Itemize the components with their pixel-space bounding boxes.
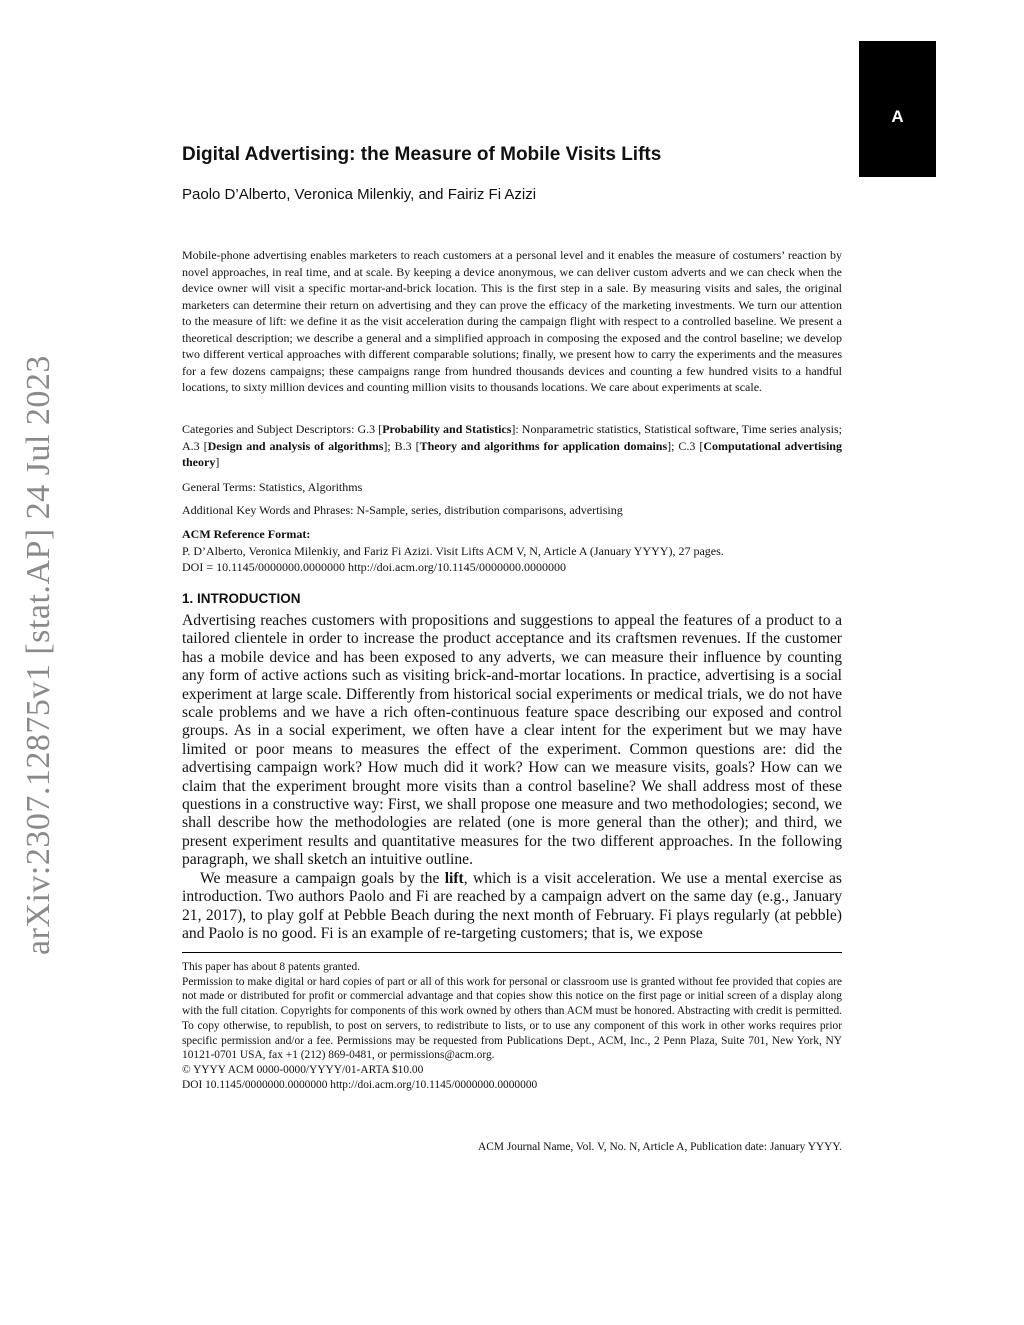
acm-reference-doi: DOI = 10.1145/0000000.0000000 http://doi.acm.org/10.1145/0000000.0000000: [182, 560, 566, 574]
article-letter: A: [891, 107, 904, 126]
category-advertising: Computational advertising theory: [182, 438, 842, 469]
category-algorithms: Design and analysis of algorithms: [207, 438, 384, 453]
acm-reference-heading: ACM Reference Format:: [182, 527, 311, 541]
intro-p2-after: , which is a visit acceleration. We use a mental exercise as introduction. Two authors Paolo and Fi are reached by a campaign advert on the same day (e.g., January 21, 2017), to play golf at Pebble Beach during the next month of February. Fi plays regularly (at pebble) and Paolo is no good. Fi is an example of re-targeting customers; that is, we expose: [182, 870, 842, 943]
intro-p2-bold: lift: [444, 870, 464, 887]
footnote-patents: This paper has about 8 patents granted.: [182, 961, 361, 973]
categories: [182, 421, 842, 471]
article-letter-tab: [859, 41, 936, 177]
intro-paragraph-1: Advertising reaches customers with propositions and suggestions to appeal the features of a product to a tailored clientele in order to increase the product acceptance and its craftsmen revenues. If the customer has a mobile device and has been exposed to any adverts, we can measure their influence by counting any form of active actions such as visiting brick-and-mortar locations. In practice, advertising is a social experiment at large scale. Differently from historical social experiments or medical trials, we do not have scale problems and we have a rich often-continuous feature space describing our exposed and control groups. As in a social experiment, we often have a clear intent for the experiment but we may have limited or poor means to measures the effect of the experiment. Common questions are: did the advertising campaign work? How much did it work? How can we measure visits, goals? How can we claim that the experiment brought more visits than a control baseline? We shall address most of these questions in a constructive way: First, we shall propose one measure and two methodologies; second, we shall describe how the methodologies are related (one is more general than the other); and third, we present experiment results and quantitative measures for the two different approaches. In the following paragraph, we shall sketch an intuitive outline.: [182, 612, 842, 869]
general-terms: General Terms: Statistics, Algorithms: [182, 480, 363, 494]
footnote-permission: Permission to make digital or hard copies of part or all of this work for personal or classroom use is granted without fee provided that copies are not made or distributed for profit or commercial advantage and that copies show this notice on the first page or initial screen of a display along with the full citation. Copyrights for components of this work owned by others than ACM must be honored. Abstracting with credit is permitted. To copy otherwise, to republish, to post on servers, to redistribute to lists, or to use any component of this work in other works requires prior specific permission and/or a fee. Permissions may be requested from Publications Dept., ACM, Inc., 2 Penn Plaza, Suite 701, New York, NY 10121-0701 USA, fax +1 (212) 869-0481, or permissions@acm.org.: [182, 975, 842, 1062]
category-probability: Probability and Statistics: [382, 422, 512, 436]
categories-text-3: ]; C.3 [: [667, 438, 704, 453]
categories-prefix: Categories and Subject Descriptors: G.3 [: [182, 422, 383, 436]
paper-authors: Paolo D’Alberto, Veronica Milenkiy, and Fairiz Fi Azizi: [182, 186, 537, 203]
footnote: [182, 960, 842, 1092]
keywords: Additional Key Words and Phrases: N-Sample, series, distribution comparisons, advertising: [182, 503, 623, 517]
categories-suffix: ]: [215, 455, 220, 469]
abstract: Mobile-phone advertising enables marketers to reach customers at a personal level and it enables the measure of costumers’ reaction by novel approaches, in real time, and at scale. By keeping a device anonymous, we can deliver custom adverts and we can check when the device owner will visit a specific mortar-and-brick location. This is the first step in a sale. By measuring visits and sales, the original marketers can determine their return on advertising and they can prove the efficacy of the marketing investments. We turn our attention to the measure of lift: we define it as the visit acceleration during the campaign flight with respect to a controlled baseline. We present a theoretical description; we describe a general and a simplified approach in composing the exposed and the control baseline; we develop two different vertical approaches with different comparable solutions; finally, we present how to carry the experiments and the measures for a few dozens campaigns; these campaigns range from hundred thousands devices and counting a few hundred visits to a handful locations, to sixty million devices and counting million visits to thousands locations. We care about experiments at scale.: [182, 248, 842, 394]
categories-text-2: ]; B.3 [: [383, 438, 420, 453]
arxiv-identifier: arXiv:2307.12875v1 [stat.AP] 24 Jul 2023: [20, 355, 57, 955]
category-theory: Theory and algorithms for application domains: [419, 438, 668, 453]
intro-paragraph-2: [182, 870, 842, 944]
footnote-doi: DOI 10.1145/0000000.0000000 http://doi.acm.org/10.1145/0000000.0000000: [182, 1078, 538, 1091]
intro-p2-before: We measure a campaign goals by the: [200, 870, 445, 887]
section-heading: 1. INTRODUCTION: [182, 591, 301, 606]
journal-footer: ACM Journal Name, Vol. V, No. N, Article A, Publication date: January YYYY.: [478, 1141, 842, 1153]
footnote-rule: [182, 952, 842, 953]
acm-reference-citation: P. D’Alberto, Veronica Milenkiy, and Fariz Fi Azizi. Visit Lifts ACM V, N, Article A (January YYYY), 27 pages.: [182, 543, 724, 558]
acm-reference: [182, 526, 842, 576]
footnote-copyright: © YYYY ACM 0000-0000/YYYY/01-ARTA $10.00: [182, 1063, 424, 1076]
paper-title: Digital Advertising: the Measure of Mobile Visits Lifts: [182, 144, 662, 165]
categories-text-1: ]: Nonparametric statistics, Statistical software, Time series analysis; A.3 [: [182, 422, 842, 453]
